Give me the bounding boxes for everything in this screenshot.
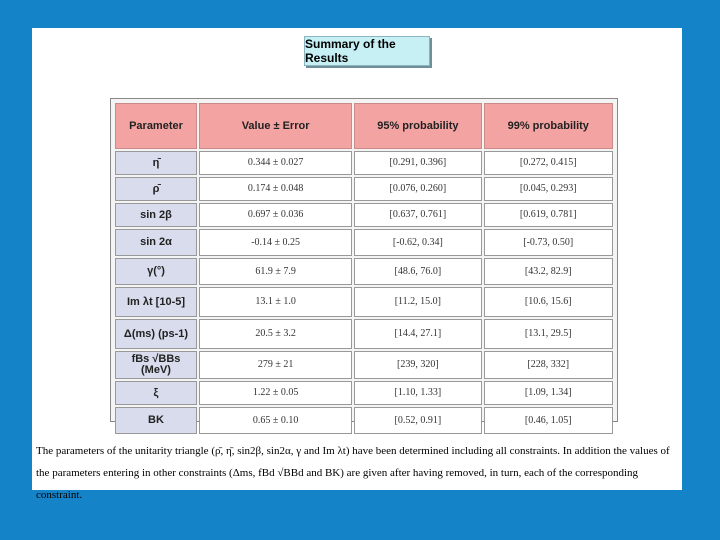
p99-cell: [-0.73, 0.50] xyxy=(484,229,613,256)
p95-cell: [0.076, 0.260] xyxy=(354,177,481,201)
value-cell: 0.697 ± 0.036 xyxy=(199,203,352,227)
p99-cell: [0.272, 0.415] xyxy=(484,151,613,175)
p95-cell: [11.2, 15.0] xyxy=(354,287,481,317)
param-cell: Δ(ms) (ps-1) xyxy=(115,319,197,349)
table-row xyxy=(115,229,613,256)
value-cell: 61.9 ± 7.9 xyxy=(199,258,352,285)
p95-cell: [48.6, 76.0] xyxy=(354,258,481,285)
p95-cell: [0.637, 0.761] xyxy=(354,203,481,227)
table-row xyxy=(115,177,613,201)
p99-cell: [10.6, 15.6] xyxy=(484,287,613,317)
p95-cell: [1.10, 1.33] xyxy=(354,381,481,405)
results-table-frame xyxy=(110,98,618,426)
p95-cell: [14.4, 27.1] xyxy=(354,319,481,349)
table-row xyxy=(115,287,613,317)
table-row xyxy=(115,381,613,405)
table-row xyxy=(115,319,613,349)
p99-cell: [43.2, 82.9] xyxy=(484,258,613,285)
table-row xyxy=(115,407,613,434)
results-table xyxy=(113,101,615,436)
p95-cell: [-0.62, 0.34] xyxy=(354,229,481,256)
value-cell: 279 ± 21 xyxy=(199,351,352,379)
param-cell: η̄ xyxy=(115,151,197,175)
caption-text: The parameters of the unitarity triangle (ρ̄, η̄, sin2β, sin2α, γ and Im λt) have been determined including all constraints. In addition the values of the parameters entering in other constraints (Δms, fBd √BBd and BK) are given after having removed, in turn, each of the corresponding constraint. xyxy=(36,445,670,501)
param-cell: sin 2α xyxy=(115,229,197,256)
table-header-row xyxy=(115,103,613,149)
slide xyxy=(32,28,682,501)
param-cell: BK xyxy=(115,407,197,434)
header-parameter: Parameter xyxy=(115,103,197,149)
param-cell: γ(°) xyxy=(115,258,197,285)
p95-cell: [0.52, 0.91] xyxy=(354,407,481,434)
param-cell: ξ xyxy=(115,381,197,405)
param-cell: fBs √BBs (MeV) xyxy=(115,351,197,379)
header-99-probability: 99% probability xyxy=(484,103,613,149)
p99-cell: [228, 332] xyxy=(484,351,613,379)
param-cell: sin 2β xyxy=(115,203,197,227)
table-row xyxy=(115,151,613,175)
table-row xyxy=(115,203,613,227)
value-cell: 0.65 ± 0.10 xyxy=(199,407,352,434)
value-cell: 0.174 ± 0.048 xyxy=(199,177,352,201)
p99-cell: [13.1, 29.5] xyxy=(484,319,613,349)
value-cell: 1.22 ± 0.05 xyxy=(199,381,352,405)
value-cell: -0.14 ± 0.25 xyxy=(199,229,352,256)
table-row xyxy=(115,351,613,379)
slide-title: Summary of the Results xyxy=(304,36,430,66)
table-row xyxy=(115,258,613,285)
header-95-probability: 95% probability xyxy=(354,103,481,149)
p99-cell: [0.619, 0.781] xyxy=(484,203,613,227)
value-cell: 0.344 ± 0.027 xyxy=(199,151,352,175)
param-cell: Im λt [10-5] xyxy=(115,287,197,317)
value-cell: 13.1 ± 1.0 xyxy=(199,287,352,317)
value-cell: 20.5 ± 3.2 xyxy=(199,319,352,349)
p95-cell: [0.291, 0.396] xyxy=(354,151,481,175)
p99-cell: [1.09, 1.34] xyxy=(484,381,613,405)
p95-cell: [239, 320] xyxy=(354,351,481,379)
header-value-error: Value ± Error xyxy=(199,103,352,149)
p99-cell: [0.045, 0.293] xyxy=(484,177,613,201)
p99-cell: [0.46, 1.05] xyxy=(484,407,613,434)
param-cell: ρ̄ xyxy=(115,177,197,201)
